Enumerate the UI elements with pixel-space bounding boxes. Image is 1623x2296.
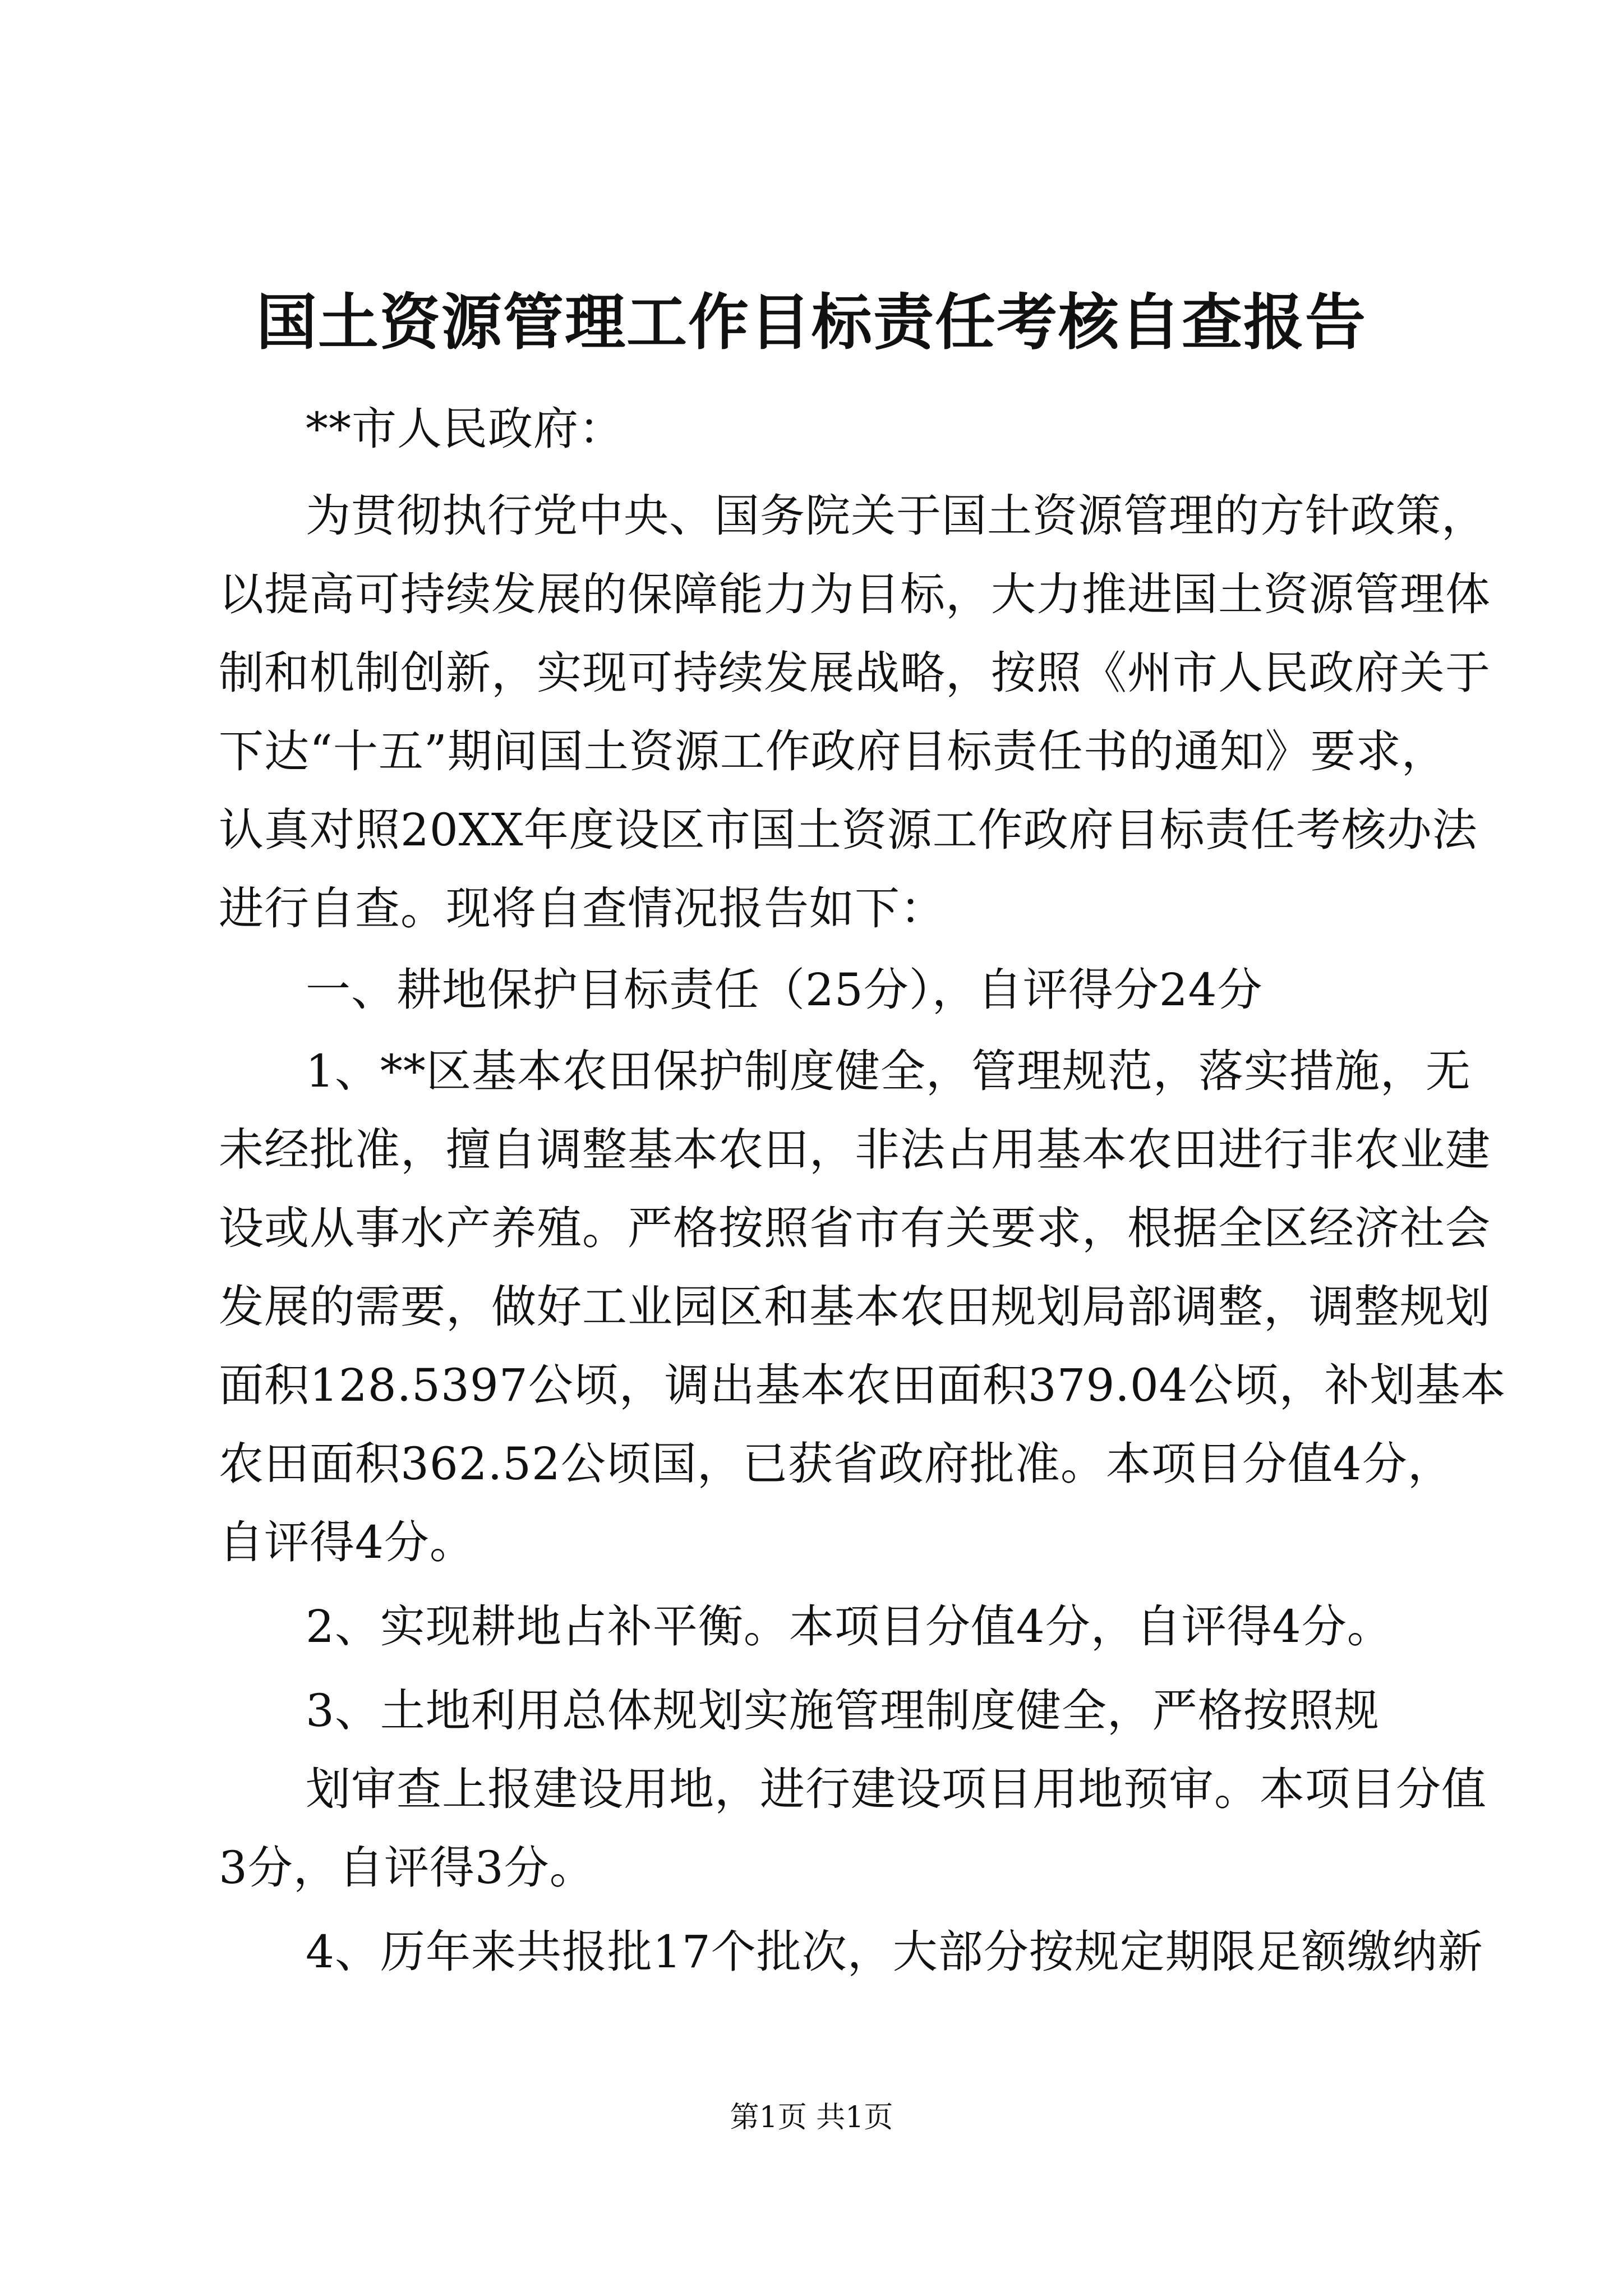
paragraph-line: 3、土地利用总体规划实施管理制度健全，严格按照规 xyxy=(306,1685,1380,1737)
paragraph-line: 面积128.5397公顷，调出基本农田面积379.04公顷，补划基本 xyxy=(219,1359,1506,1411)
paragraph-line: 未经批准，擅自调整基本农田，非法占用基本农田进行非农业建 xyxy=(219,1124,1491,1176)
salutation: **市人民政府： xyxy=(306,403,624,455)
paragraph-line: 进行自查。现将自查情况报告如下： xyxy=(219,882,946,935)
paragraph-line: 自评得4分。 xyxy=(219,1516,475,1568)
paragraph-line: 3分，自评得3分。 xyxy=(219,1842,595,1894)
paragraph-line: 下达“十五”期间国土资源工作政府目标责任书的通知》要求， xyxy=(219,725,1447,777)
page-footer: 第1页 共1页 xyxy=(730,2101,893,2134)
paragraph-line: 为贯彻执行党中央、国务院关于国土资源管理的方针政策， xyxy=(306,490,1487,542)
paragraph-line: 2、实现耕地占补平衡。本项目分值4分，自评得4分。 xyxy=(306,1600,1393,1653)
paragraph-line: 设或从事水产养殖。严格按照省市有关要求，根据全区经济社会 xyxy=(219,1202,1491,1254)
paragraph-line: 认真对照20XX年度设区市国土资源工作政府目标责任考核办法 xyxy=(219,804,1478,856)
paragraph-line: 划审查上报建设用地，进行建设项目用地预审。本项目分值 xyxy=(306,1763,1487,1815)
paragraph-line: 1、**区基本农田保护制度健全，管理规范，落实措施，无 xyxy=(306,1045,1471,1097)
paragraph-line: 4、历年来共报批17个批次，大部分按规定期限足额缴纳新 xyxy=(306,1926,1483,1978)
paragraph-line: 发展的需要，做好工业园区和基本农田规划局部调整，调整规划 xyxy=(219,1281,1491,1333)
section-heading: 一、耕地保护目标责任（25分），自评得分24分 xyxy=(306,964,1263,1016)
document-title: 国土资源管理工作目标责任考核自查报告 xyxy=(256,287,1367,358)
paragraph-line: 制和机制创新，实现可持续发展战略，按照《州市人民政府关于 xyxy=(219,647,1491,699)
paragraph-line: 以提高可持续发展的保障能力为目标，大力推进国土资源管理体 xyxy=(219,568,1491,620)
paragraph-line: 农田面积362.52公顷国，已获省政府批准。本项目分值4分， xyxy=(219,1438,1453,1490)
